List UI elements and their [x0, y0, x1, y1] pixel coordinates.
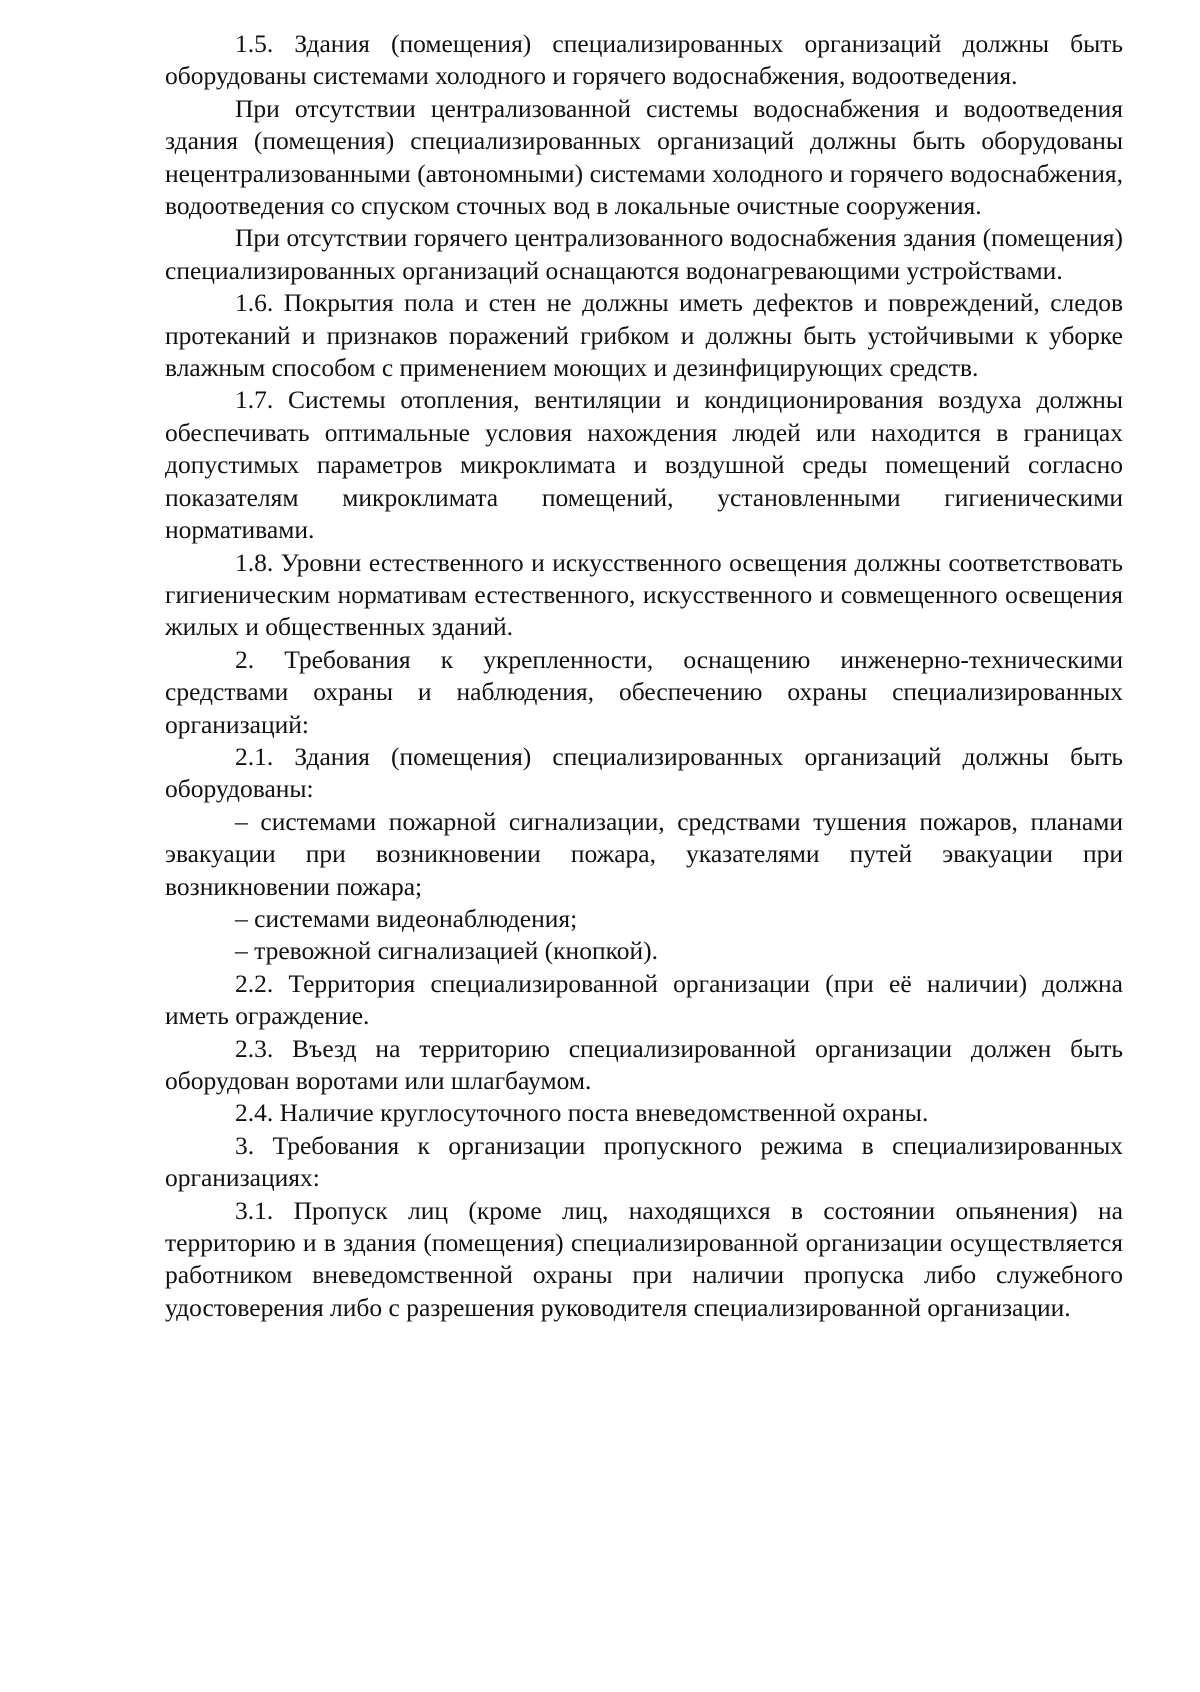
- paragraph-2-3: 2.3. Въезд на территорию специализированной организации должен быть оборудован воротами или шлагбаумом.: [165, 1033, 1123, 1095]
- paragraph-2: 2. Требования к укрепленности, оснащению инженерно-техническими средствами охраны и наблюдения, обеспечению охраны специализированных организаций:: [165, 644, 1123, 739]
- paragraph-1-7: 1.7. Системы отопления, вентиляции и кондиционирования воздуха должны обеспечивать оптимальные условия нахождения людей или находится в границах допустимых параметров микроклимата и воздушной среды помещений согласно показателям микроклимата помещений, установленными гигиеническими нормативами.: [165, 385, 1123, 545]
- paragraph-no-central-water: При отсутствии централизованной системы водоснабжения и водоотведения здания (помещения) специализированных организаций должны быть оборудованы нецентрализованными (автономными) системами холодного и горячего водоснабжения, водоотведения со спуском сточных вод в локальные очистные сооружения.: [165, 93, 1123, 221]
- list-item-fire-alarm: – системами пожарной сигнализации, средствами тушения пожаров, планами эвакуации при возникновении пожара, указателями путей эвакуации при возникновении пожара;: [165, 806, 1123, 901]
- paragraph-1-6: 1.6. Покрытия пола и стен не должны иметь дефектов и повреждений, следов протеканий и признаков поражений грибком и должны быть устойчивыми к уборке влажным способом с применением моющих и дезинфицирующих средств.: [165, 288, 1123, 383]
- paragraph-1-5: 1.5. Здания (помещения) специализированных организаций должны быть оборудованы системами холодного и горячего водоснабжения, водоотведения.: [165, 29, 1123, 91]
- list-item-alarm-button: – тревожной сигнализацией (кнопкой).: [235, 936, 658, 966]
- paragraph-1-8: 1.8. Уровни естественного и искусственного освещения должны соответствовать гигиеническим нормативам естественного, искусственного и совмещенного освещения жилых и общественных зданий.: [165, 547, 1123, 642]
- document-body: [165, 28, 1123, 1324]
- paragraph-3: 3. Требования к организации пропускного режима в специализированных организациях:: [165, 1130, 1123, 1193]
- paragraph-2-1: 2.1. Здания (помещения) специализированных организаций должны быть оборудованы:: [165, 741, 1123, 804]
- paragraph-3-1: 3.1. Пропуск лиц (кроме лиц, находящихся в состоянии опьянения) на территорию и в здания (помещения) специализированной организации осуществляется работником вневедомственной охраны при наличии пропуска либо служебного удостоверения либо с разрешения руководителя специализированной организации.: [165, 1195, 1123, 1322]
- paragraph-2-4: 2.4. Наличие круглосуточного поста вневедомственной охраны.: [235, 1098, 929, 1128]
- list-item-video-surveillance: – системами видеонаблюдения;: [235, 903, 578, 933]
- paragraph-2-2: 2.2. Территория специализированной организации (при её наличии) должна иметь ограждение.: [165, 968, 1123, 1031]
- paragraph-no-hot-water: При отсутствии горячего централизованного водоснабжения здания (помещения) специализированных организаций оснащаются водонагревающими устройствами.: [165, 223, 1123, 285]
